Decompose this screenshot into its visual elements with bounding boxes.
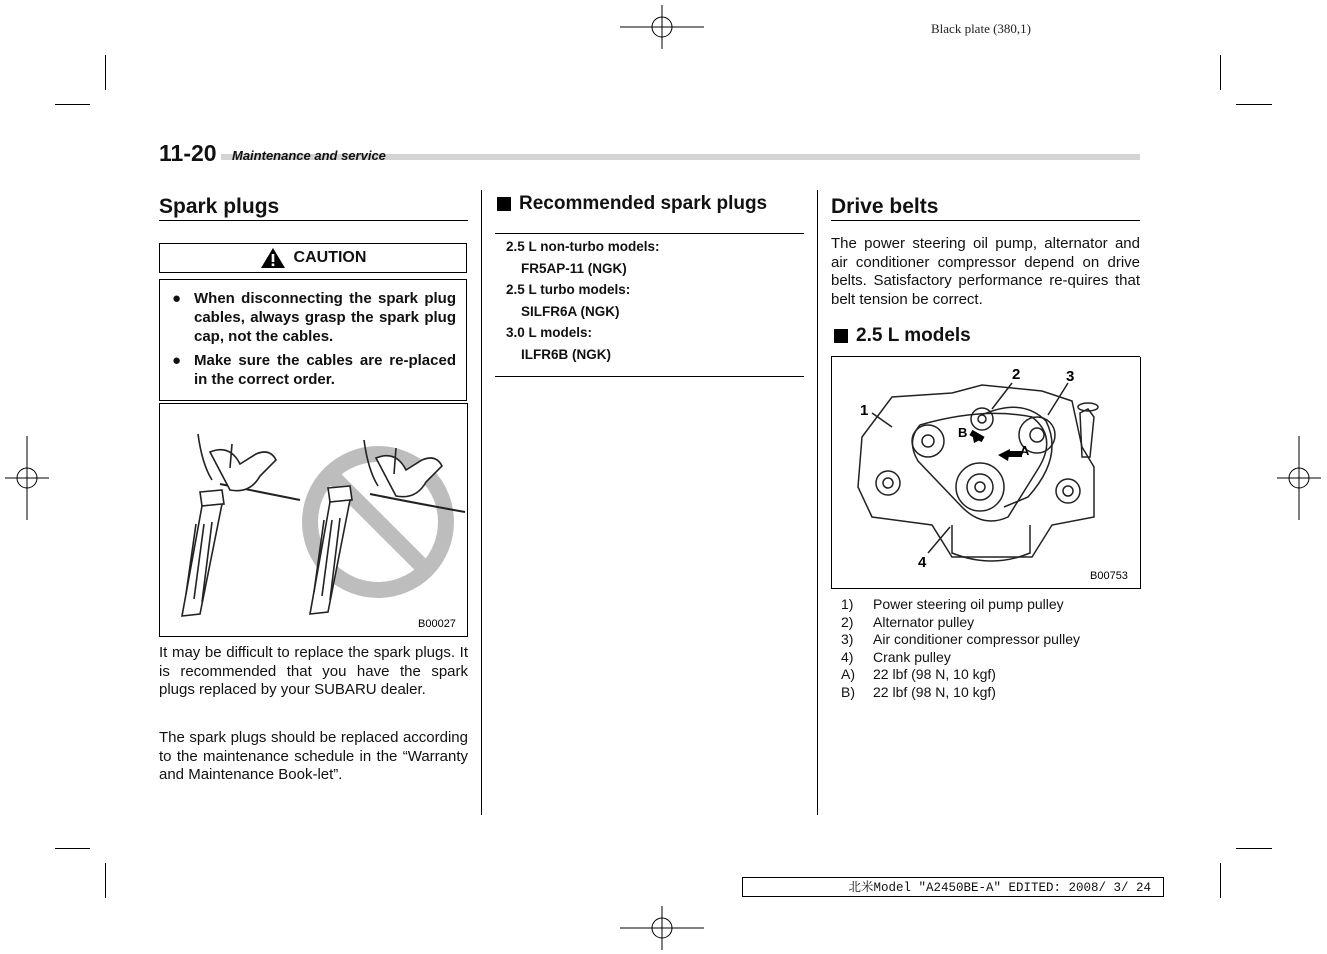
spec-top-rule xyxy=(495,233,804,234)
figure-code: B00753 xyxy=(1090,570,1128,582)
heading-rule xyxy=(159,220,468,221)
callout-label: 1 xyxy=(860,402,869,419)
callout-label: 4 xyxy=(918,554,927,571)
spec-label: 3.0 L models: xyxy=(506,325,593,341)
spec-value: FR5AP-11 (NGK) xyxy=(521,260,627,276)
legend-row: A) 22 lbf (98 N, 10 kgf) xyxy=(841,666,996,683)
callout-label: 2 xyxy=(1012,366,1021,383)
bullet-icon: ● xyxy=(172,352,182,369)
caution-header-box xyxy=(159,243,467,273)
legend-row: 4) Crank pulley xyxy=(841,648,951,665)
drive-belts-heading: Drive belts xyxy=(831,195,939,218)
page-number: 11-20 xyxy=(159,140,221,167)
column-divider xyxy=(817,190,818,815)
section-title: Maintenance and service xyxy=(232,148,386,163)
spec-list xyxy=(506,236,796,366)
warning-triangle-icon xyxy=(260,247,286,269)
callout-label: 3 xyxy=(1066,368,1075,385)
body-paragraph: The spark plugs should be replaced according to the maintenance schedule in the “Warranty and Maintenance Book-let”. xyxy=(159,729,468,783)
legend-row: 1) Power steering oil pump pulley xyxy=(841,596,1064,612)
engine-figure xyxy=(831,357,1141,589)
square-bullet-icon xyxy=(497,197,511,211)
square-bullet-icon xyxy=(834,329,848,343)
legend-row: 2) Alternator pulley xyxy=(841,613,975,630)
legend-row: B) 22 lbf (98 N, 10 kgf) xyxy=(841,683,996,700)
spec-label: 2.5 L non-turbo models: xyxy=(506,239,660,254)
caution-body-box xyxy=(159,279,467,401)
recommended-heading: Recommended spark plugs xyxy=(497,193,767,215)
spark-plug-figure xyxy=(159,403,468,637)
edit-footer: 北米Model "A2450BE-A" EDITED: 2008/ 3/ 24 xyxy=(742,877,1164,897)
body-paragraph: It may be difficult to replace the spark plugs. It is recommended that you have the spark plugs replaced by your SUBARU dealer. xyxy=(159,644,468,698)
figure-code: B00027 xyxy=(418,618,456,630)
caution-item: ● When disconnecting the spark plug cables, always grasp the spark plug cap, not the cables. xyxy=(172,290,456,345)
spec-bottom-rule xyxy=(495,376,804,377)
models-subheading: 2.5 L models xyxy=(834,325,971,347)
callout-label: A xyxy=(1020,443,1030,458)
callout-label: B xyxy=(958,425,968,440)
column-divider xyxy=(481,190,482,815)
plate-label: Black plate (380,1) xyxy=(931,21,1031,36)
drive-belts-intro: The power steering oil pump, alternator and air conditioner compressor depend on drive belts. Satisfactory performance re-quires that belt tension be correct. xyxy=(831,235,1140,308)
engine-belt-illustration xyxy=(832,357,1140,588)
heading-rule xyxy=(831,220,1140,221)
legend-row: 3) Air conditioner compressor pulley xyxy=(841,631,1080,648)
caution-item: ● Make sure the cables are re-placed in the correct order. xyxy=(172,352,456,388)
caution-label: CAUTION xyxy=(293,249,367,266)
figure-legend xyxy=(841,596,1141,702)
spec-value: SILFR6A (NGK) xyxy=(521,303,620,319)
spark-plug-illustration xyxy=(160,404,467,636)
spark-plugs-heading: Spark plugs xyxy=(159,195,280,218)
bullet-icon: ● xyxy=(172,290,182,307)
spec-value: ILFR6B (NGK) xyxy=(521,346,611,362)
spec-label: 2.5 L turbo models: xyxy=(506,282,631,298)
